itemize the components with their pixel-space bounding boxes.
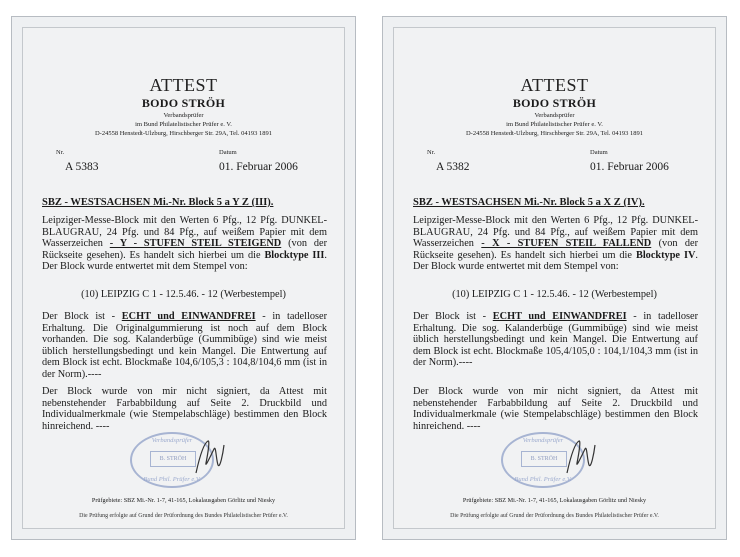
nr-label: Nr. <box>427 149 436 156</box>
postmark-line: (10) LEIPZIG C 1 - 12.5.46. - 12 (Werbestempel) <box>452 289 657 300</box>
watermark-text: - X - STUFEN STEIL FALLEND <box>481 238 652 249</box>
nr-label: Nr. <box>56 149 65 156</box>
genuine-text: ECHT und EINWANDFREI <box>492 311 627 322</box>
examiner-name: BODO STRÖH <box>512 96 597 110</box>
footer-regulation: Die Prüfung erfolgte auf Grund der Prüfordnung des Bundes Philatelistischer Prüfer e.V. <box>450 513 659 519</box>
certificate-date: 01. Februar 2006 <box>590 161 669 173</box>
subject-line: SBZ - WESTSACHSEN Mi.-Nr. Block 5 a X Z (IV). <box>413 197 645 208</box>
postmark-line: (10) LEIPZIG C 1 - 12.5.46. - 12 (Werbestempel) <box>81 289 286 300</box>
examiner-name: BODO STRÖH <box>141 96 226 110</box>
certificate-right <box>382 16 727 540</box>
blocktype-text: Blocktype IV <box>635 249 696 261</box>
address: D-24558 Henstedt-Ulzburg, Hirschberger Str. 29A, Tel. 04193 1891 <box>94 130 272 137</box>
certificate-date: 01. Februar 2006 <box>219 161 298 173</box>
subject-line: SBZ - WESTSACHSEN Mi.-Nr. Block 5 a Y Z (III). <box>42 197 274 208</box>
condition-paragraph: Der Block ist - ECHT und EINWANDFREI - in tadelloser Erhaltung. Die sog. Kalanderbüge (Gummibüge) sind wie meist üblich herstellungsbedingt und kein Mangel. Die Entwertung auf dem Block ist echt. Blockmaße 105,4/105,0 : 104,1/104,3 mm (ist in der Norm).---- <box>413 311 698 368</box>
blocktype-text: Blocktype III <box>264 249 325 261</box>
examiner-role: Verbandsprüfer <box>163 112 204 119</box>
certificate-left <box>11 16 356 540</box>
date-label: Datum <box>219 149 237 156</box>
footer-scope: Prüfgebiete: SBZ Mi.-Nr. 1-7, 41-165, Lokalausgaben Görlitz und Niesky <box>91 497 276 504</box>
signature-note-paragraph: Der Block wurde von mir nicht signiert, da Attest mit nebenstehender Farbabbildung auf Seite 2. Druckbild und Individualmerkmale (wie Stempelabschläge) bestimmen den Block hinreichend. ---- <box>42 386 327 432</box>
certificate-number: A 5382 <box>436 161 470 173</box>
association: im Bund Philatelistischer Prüfer e. V. <box>506 121 603 128</box>
footer-scope: Prüfgebiete: SBZ Mi.-Nr. 1-7, 41-165, Lokalausgaben Görlitz und Niesky <box>462 497 647 504</box>
certificate-title: ATTEST <box>520 75 589 95</box>
description-paragraph: Leipziger-Messe-Block mit den Werten 6 Pfg., 12 Pfg. DUNKEL-BLAUGRAU, 24 Pfg. und 84 Pfg., auf weißem Papier mit dem Wasserzeichen - X - STUFEN STEIL FALLEND (von der Rückseite gesehen). Es handelt sich hierbei um die Blocktype IV. Der Block wurde entwertet mit dem Stempel von: <box>413 215 699 272</box>
certificate-number: A 5383 <box>65 161 99 173</box>
examiner-seal: Verbandsprüfer B. STRÖH Bund Phil. Prüfer e.V. <box>130 432 214 488</box>
association: im Bund Philatelistischer Prüfer e. V. <box>135 121 232 128</box>
genuine-text: ECHT und EINWANDFREI <box>121 311 256 322</box>
signature-icon <box>561 435 601 479</box>
address: D-24558 Henstedt-Ulzburg, Hirschberger Str. 29A, Tel. 04193 1891 <box>465 130 643 137</box>
watermark-text: - Y - STUFEN STEIL STEIGEND <box>109 238 282 249</box>
signature-note-paragraph: Der Block wurde von mir nicht signiert, da Attest mit nebenstehender Farbabbildung auf Seite 2. Druckbild und Individualmerkmale (wie Stempelabschläge) bestimmen den Block hinreichend. ---- <box>413 386 698 432</box>
examiner-role: Verbandsprüfer <box>534 112 575 119</box>
date-label: Datum <box>590 149 608 156</box>
examiner-seal: Verbandsprüfer B. STRÖH Bund Phil. Prüfer e.V. <box>501 432 585 488</box>
footer-regulation: Die Prüfung erfolgte auf Grund der Prüfordnung des Bundes Philatelistischer Prüfer e.V. <box>79 513 288 519</box>
signature-icon <box>190 435 230 479</box>
description-paragraph: Leipziger-Messe-Block mit den Werten 6 Pfg., 12 Pfg. DUNKEL-BLAUGRAU, 24 Pfg. und 84 Pfg., auf weißem Papier mit dem Wasserzeichen - Y - STUFEN STEIL STEIGEND (von der Rückseite gesehen). Es handelt sich hierbei um die Blocktype III. Der Block wurde entwertet mit dem Stempel von: <box>42 215 327 272</box>
certificate-title: ATTEST <box>149 75 218 95</box>
condition-paragraph: Der Block ist - ECHT und EINWANDFREI - in tadelloser Erhaltung. Die Originalgummierung ist noch auf dem Block vorhanden. Die sog. Kalanderbüge (Gummibüge) sind wie meist üblich herstellungsbedingt und kein Mangel. Die Entwertung auf dem Block ist echt. Blockmaße 104,6/105,3 : 104,8/104,6 mm (ist in der Norm).---- <box>42 311 327 380</box>
